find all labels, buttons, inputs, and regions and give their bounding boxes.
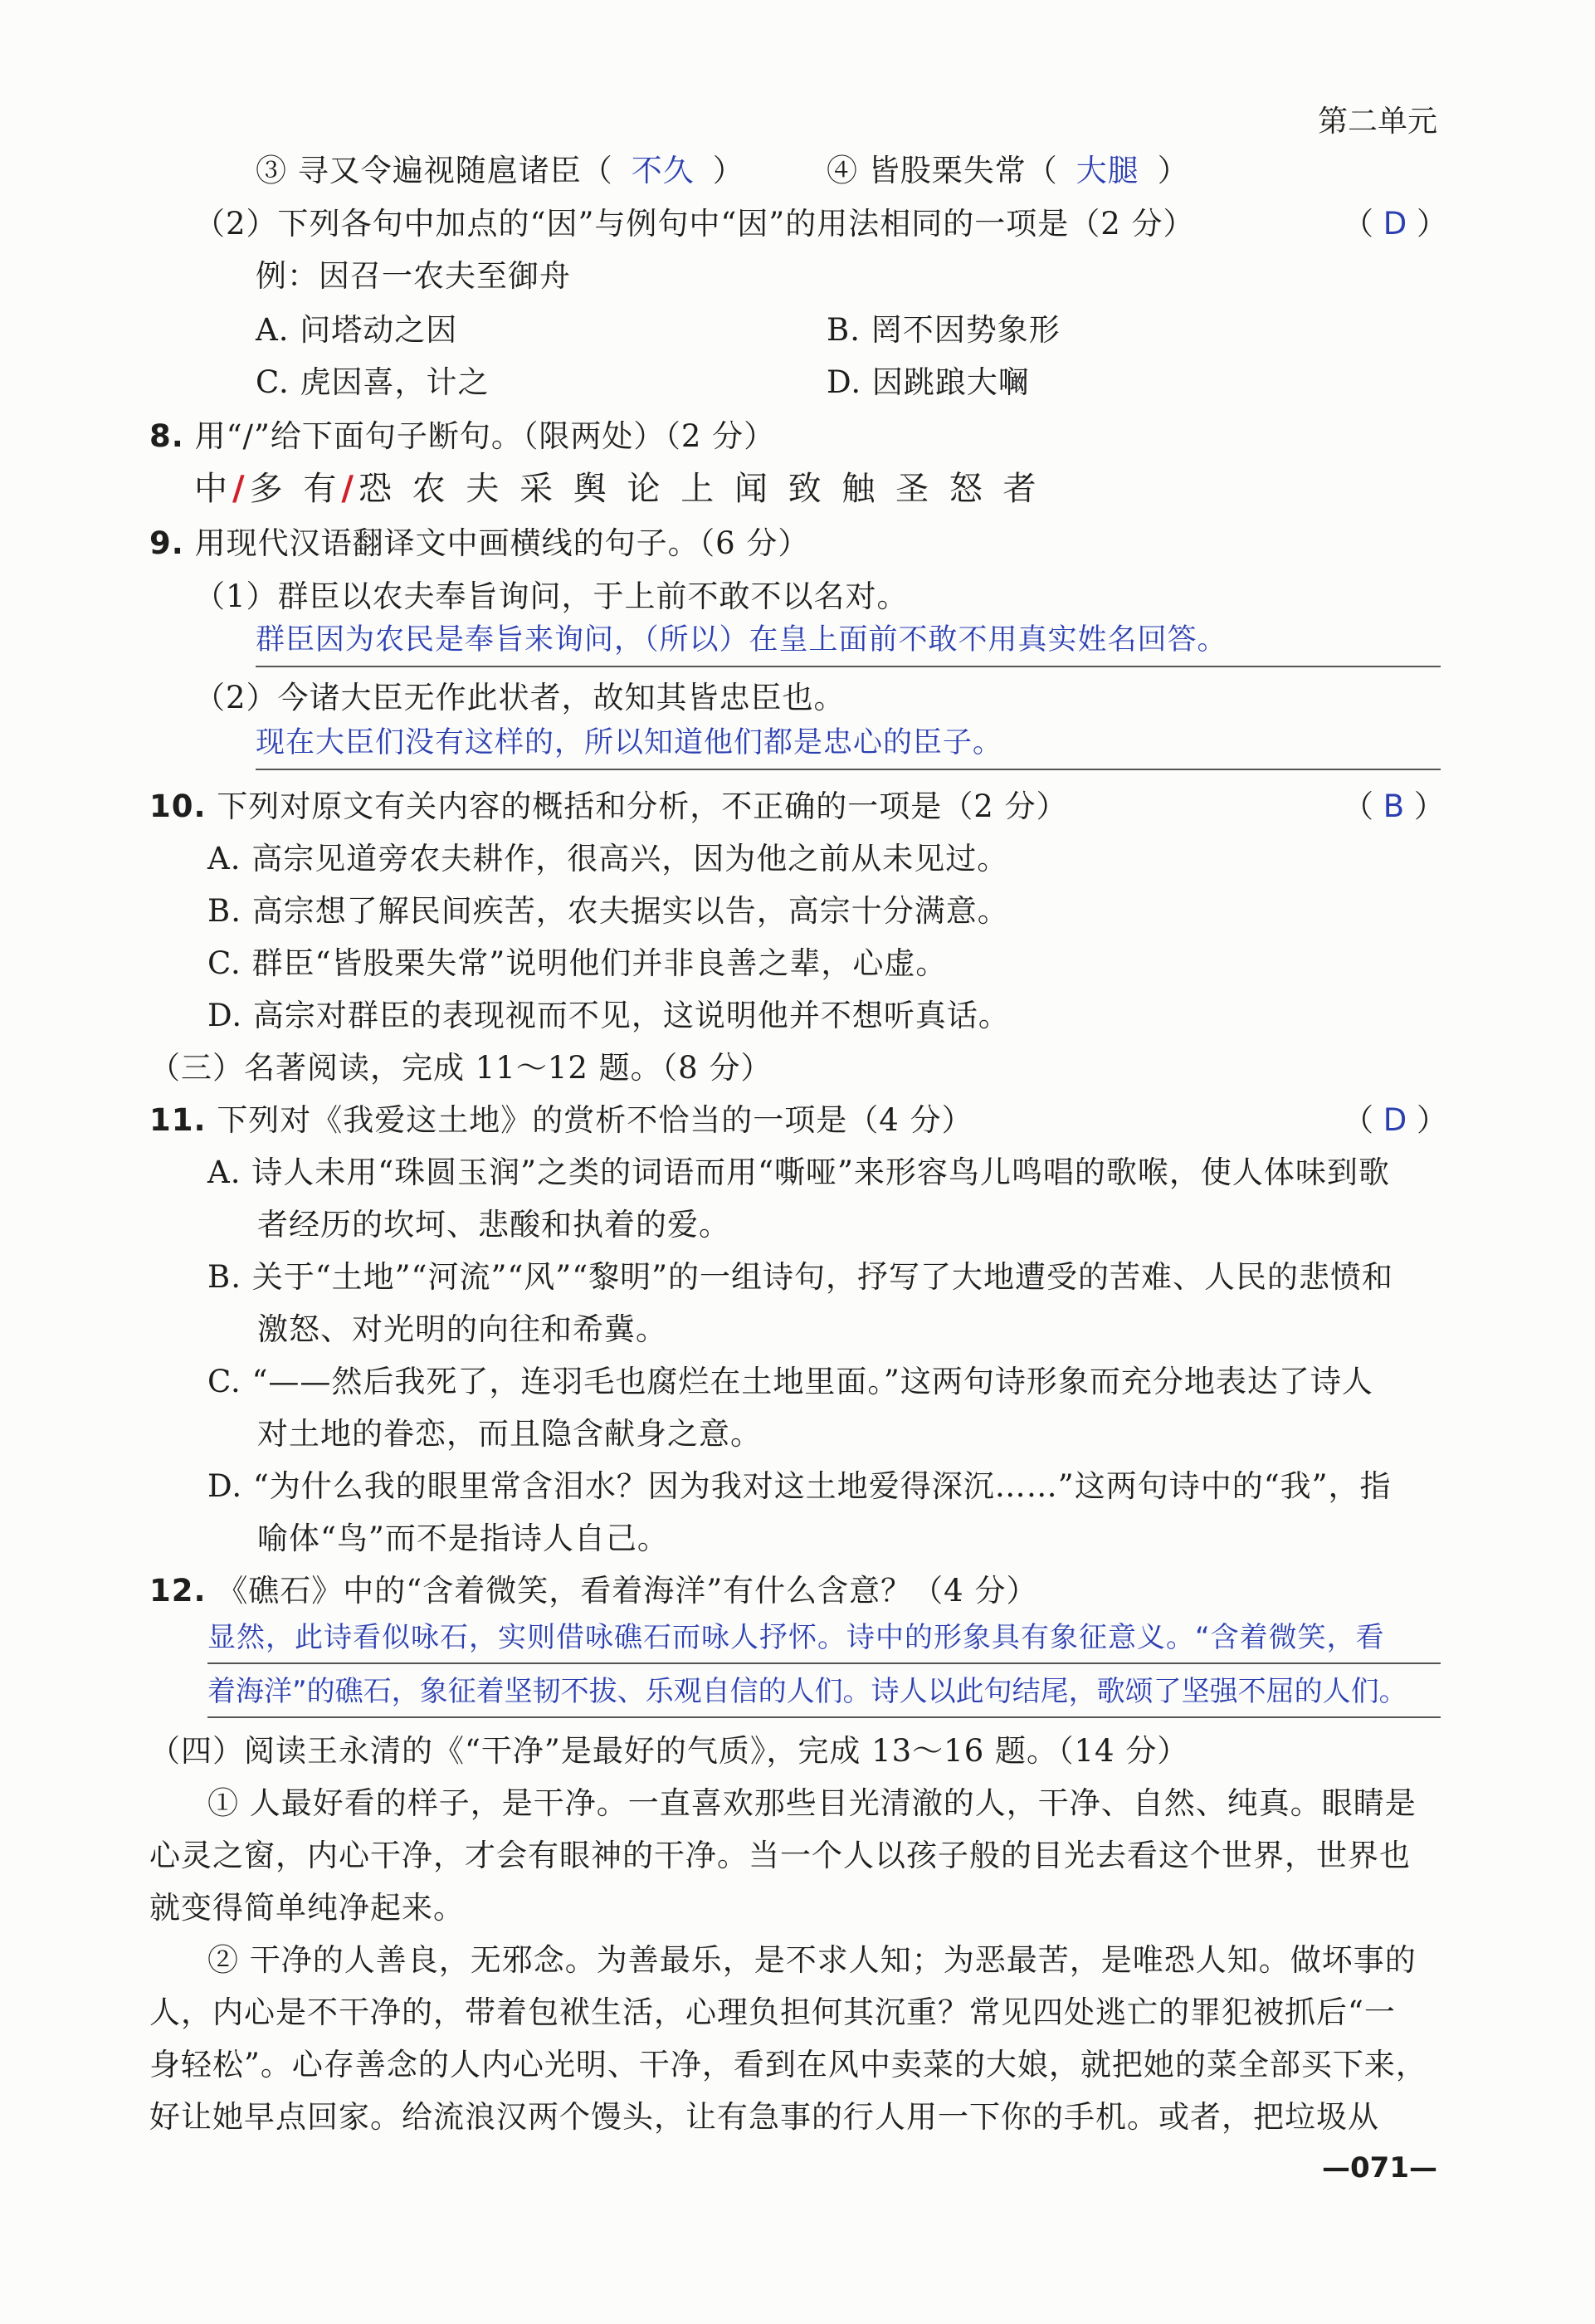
q7-example: 例：因召一农夫至御舟	[256, 258, 571, 294]
q7-sub2-bracket: （ D ）	[1343, 206, 1448, 242]
q7-sub2: （2）下列各句中加点的“因”与例句中“因”的用法相同的一项是（2 分）	[194, 206, 1195, 242]
q11-stem: 11. 下列对《我爱这土地》的赏析不恰当的一项是（4 分）	[149, 1102, 973, 1138]
q10-option-d: D. 高宗对群臣的表现视而不见，这说明他并不想听真话。	[207, 998, 1010, 1033]
q7-item3: ③ 寻又令遍视随扈诸臣（ 不久 ）	[256, 153, 744, 188]
q10-option-a: A. 高宗见道旁农夫耕作，很高兴，因为他之前从未见过。	[207, 841, 1009, 876]
q8-stem: 8. 用“/”给下面句子断句。（限两处）（2 分）	[149, 418, 776, 454]
q11-answer: D	[1383, 1102, 1407, 1138]
answer-line	[207, 1662, 1441, 1664]
q9-answer-2: 现在大臣们没有这样的，所以知道他们都是忠心的臣子。	[256, 726, 1003, 759]
q11-option-c-line1: C. “——然后我死了，连羽毛也腐烂在土地里面。”这两句诗形象而充分地表达了诗人	[207, 1364, 1373, 1399]
passage-p2-line4: 好让她早点回家。给流浪汉两个馒头，让有急事的行人用一下你的手机。或者，把垃圾从	[149, 2099, 1379, 2135]
page-number: —071—	[1322, 2151, 1437, 2185]
q10-option-b: B. 高宗想了解民间疾苦，农夫据实以告，高宗十分满意。	[207, 893, 1009, 929]
q10-option-c: C. 群臣“皆股栗失常”说明他们并非良善之辈，心虚。	[207, 945, 948, 981]
q7-option-d: D. 因跳踉大㘎	[827, 364, 1030, 400]
q8-sentence: 中/多 有/恐 农 夫 采 舆 论 上 闻 致 触 圣 怒 者	[194, 469, 1041, 508]
q7-option-a: A. 问塔动之因	[256, 312, 458, 348]
passage-p2-line3: 身轻松”。心存善念的人内心光明、干净，看到在风中卖菜的大娘，就把她的菜全部买下来，	[149, 2047, 1427, 2082]
q11-option-b-line2: 激怒、对光明的向往和希冀。	[257, 1311, 667, 1347]
passage-p2-line2: 人，内心是不干净的，带着包袱生活，心理负担何其沉重？常见四处逃亡的罪犯被抓后“一	[149, 1994, 1396, 2030]
q11-option-a-line1: A. 诗人未用“珠圆玉润”之类的词语而用“嘶哑”来形容鸟儿鸣唱的歌喉，使人体味到歌	[207, 1155, 1390, 1190]
q12-stem: 12. 《礁石》中的“含着微笑，看着海洋”有什么含意？（4 分）	[149, 1573, 1038, 1609]
q12-answer-line2: 着海洋”的礁石，象征着坚韧不拔、乐观自信的人们。诗人以此句结尾，歌颂了坚强不屈的人们。	[207, 1675, 1407, 1708]
q7-item3-answer: 不久	[631, 153, 695, 188]
section-3-title: （三）名著阅读，完成 11～12 题。（8 分）	[149, 1050, 773, 1086]
q11-option-a-line2: 者经历的坎坷、悲酸和执着的爱。	[257, 1207, 730, 1243]
passage-p1-line2: 心灵之窗，内心干净，才会有眼神的干净。当一个人以孩子般的目光去看这个世界，世界也	[149, 1838, 1411, 1873]
break-mark-1: /	[232, 469, 250, 508]
q9-answer-1: 群臣因为农民是奉旨来询问，（所以）在皇上面前不敢不用真实姓名回答。	[256, 623, 1227, 657]
q7-option-b: B. 罔不因势象形	[827, 312, 1061, 348]
q10-stem: 10. 下列对原文有关内容的概括和分析，不正确的一项是（2 分）	[149, 788, 1068, 824]
passage-p1-line3: 就变得简单纯净起来。	[149, 1890, 465, 1926]
section-4-title: （四）阅读王永清的《“干净”是最好的气质》，完成 13～16 题。（14 分）	[149, 1733, 1189, 1769]
break-mark-2: /	[341, 469, 359, 508]
q10-bracket: （ B ）	[1343, 788, 1445, 824]
q12-answer-line1: 显然，此诗看似咏石，实则借咏礁石而咏人抒怀。诗中的形象具有象征意义。“含着微笑，看	[207, 1621, 1385, 1654]
q7-item4: ④ 皆股栗失常（ 大腿 ）	[827, 153, 1189, 188]
q11-option-c-line2: 对土地的眷恋，而且隐含献身之意。	[257, 1416, 762, 1452]
unit-header: 第二单元	[1317, 105, 1437, 139]
q11-option-d-line1: D. “为什么我的眼里常含泪水？因为我对这土地爱得深沉……”这两句诗中的“我”，指	[207, 1468, 1392, 1504]
q9-stem: 9. 用现代汉语翻译文中画横线的句子。（6 分）	[149, 525, 810, 561]
passage-p1-line1: ① 人最好看的样子，是干净。一直喜欢那些目光清澈的人，干净、自然、纯真。眼睛是	[207, 1785, 1417, 1821]
q9-sentence-1: （1）群臣以农夫奉旨询问，于上前不敢不以名对。	[194, 579, 909, 614]
answer-line	[256, 666, 1441, 667]
q11-option-d-line2: 喻体“鸟”而不是指诗人自己。	[257, 1521, 669, 1556]
q11-option-b-line1: B. 关于“土地”“河流”“风”“黎明”的一组诗句，抒写了大地遭受的苦难、人民的悲愤和	[207, 1259, 1394, 1295]
q7-option-c: C. 虎因喜，计之	[256, 364, 490, 400]
answer-line	[207, 1716, 1441, 1718]
answer-line	[256, 769, 1441, 770]
q7-item4-answer: 大腿	[1076, 153, 1139, 188]
q11-bracket: （ D ）	[1343, 1102, 1448, 1138]
q9-sentence-2: （2）今诸大臣无作此状者，故知其皆忠臣也。	[194, 680, 846, 715]
q10-answer: B	[1383, 788, 1405, 824]
passage-p2-line1: ② 干净的人善良，无邪念。为善最乐，是不求人知；为恶最苦，是唯恐人知。做坏事的	[207, 1942, 1417, 1978]
q7-sub2-answer: D	[1383, 206, 1407, 242]
